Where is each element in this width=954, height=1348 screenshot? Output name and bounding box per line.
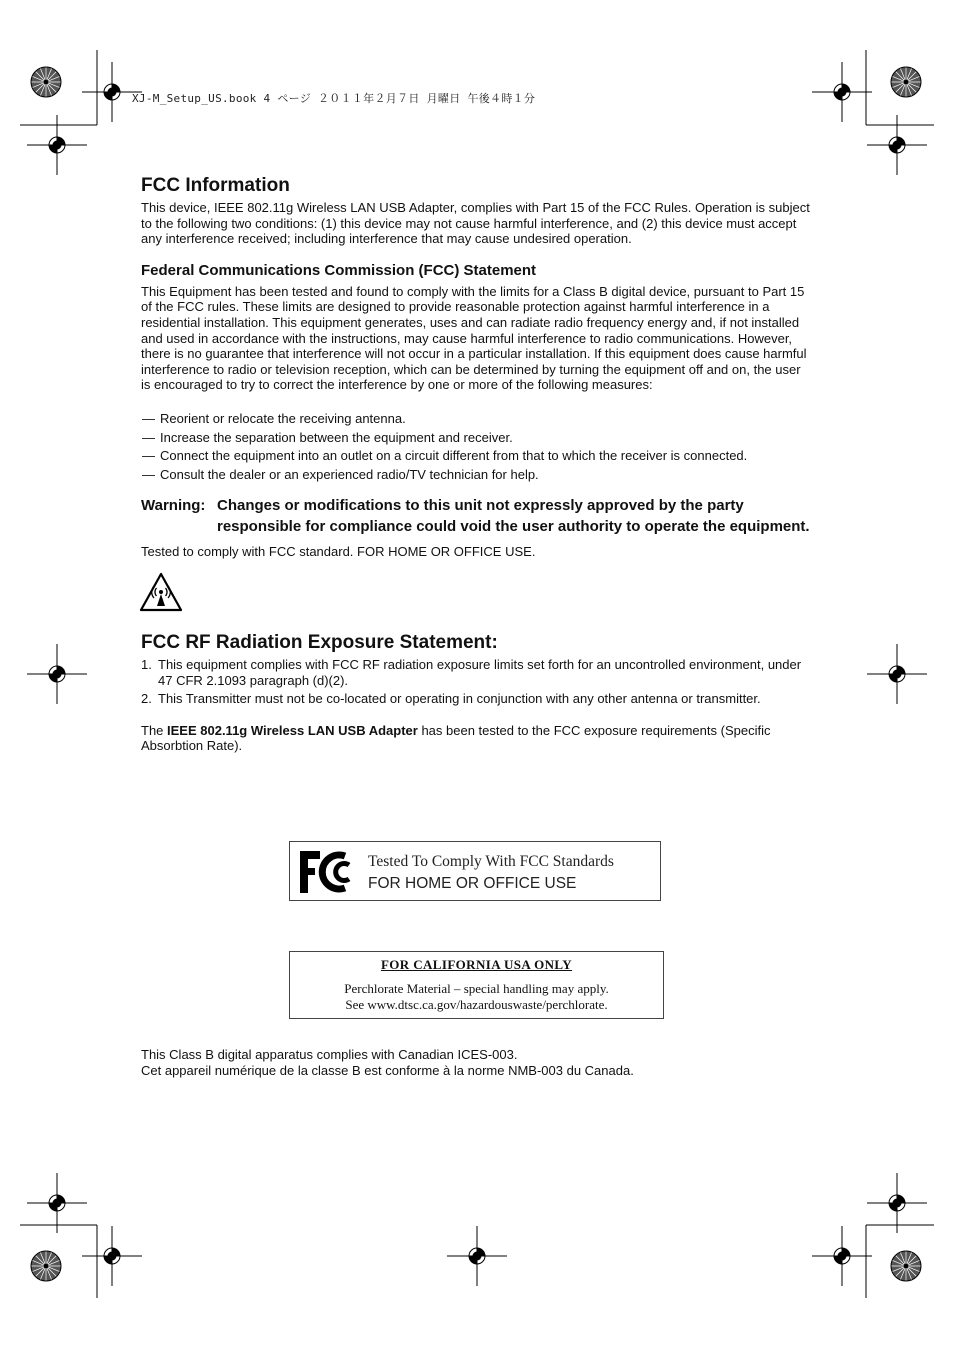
- rf-items-list: [141, 657, 811, 707]
- fcc-statement-paragraph: This Equipment has been tested and found to comply with the limits for a Class B digital device, pursuant to Part 15 of the FCC rules. These limits are designed to provide reasonable protection against harmful interference in a residential installation. This equipment generates, uses and can radiate radio frequency energy and, if not installed and used in accordance with the instructions, may cause harmful interference to radio communications. However, there is no guarantee that interference will not occur in a particular installation. If this equipment does cause harmful interference to radio or television reception, which can be determined by turning the equipment off and on, the user is encouraged to try to correct the interference by one or more of the following measures:: [141, 283, 807, 393]
- print-header: XJ-M_Setup_US.book 4 ページ ２０１１年２月７日 月曜日 午後４時１分: [132, 92, 536, 105]
- california-body: Perchlorate Material – special handling may apply. See www.dtsc.ca.gov/hazardouswaste/perchlorate.: [344, 981, 609, 1012]
- canada-line-fr: Cet appareil numérique de la classe B est conforme à la norme NMB-003 du Canada.: [141, 1062, 634, 1078]
- product-name: IEEE 802.11g Wireless LAN USB Adapter: [167, 722, 418, 738]
- fcc-logo-icon: [299, 850, 359, 894]
- canada-line-en: This Class B digital apparatus complies with Canadian ICES-003.: [141, 1047, 518, 1062]
- list-item: — Reorient or relocate the receiving antenna.: [142, 410, 406, 426]
- fcc-compliance-label: [289, 841, 661, 901]
- list-item: — Consult the dealer or an experienced radio/TV technician for help.: [142, 466, 539, 482]
- sar-paragraph: The IEEE 802.11g Wireless LAN USB Adapter has been tested to the FCC exposure requirements (Specific Absorbtion Rate).: [141, 722, 771, 754]
- main-content: [141, 174, 811, 754]
- fcc-intro-paragraph: This device, IEEE 802.11g Wireless LAN USB Adapter, complies with Part 15 of the FCC Rules. Operation is subject to the following two conditions: (1) this device may not cause harmful interference, and (2) this device must accept any interference received; including interference that may cause undesired operation.: [141, 200, 810, 247]
- tested-line: Tested to comply with FCC standard. FOR HOME OR OFFICE USE.: [141, 544, 536, 560]
- rf-radiation-warning-icon: [139, 572, 183, 612]
- list-item: — Connect the equipment into an outlet on a circuit different from that to which the receiver is connected.: [142, 448, 748, 464]
- fcc-label-line1: Tested To Comply With FCC Standards: [368, 853, 614, 870]
- warning-block: [141, 496, 811, 537]
- warning-text: Changes or modifications to this unit not expressly approved by the party responsible for compliance could void the user authority to operate the equipment.: [217, 497, 810, 535]
- measures-list: [141, 411, 811, 482]
- fcc-statement-heading: Federal Communications Commission (FCC) Statement: [141, 261, 537, 279]
- list-item: — Increase the separation between the equipment and receiver.: [142, 429, 513, 445]
- canada-compliance: [141, 1047, 634, 1078]
- list-item: 2. This Transmitter must not be co-located or operating in conjunction with any other antenna or transmitter.: [141, 691, 761, 707]
- fcc-label-line2: FOR HOME OR OFFICE USE: [368, 875, 577, 892]
- list-item: 1. This equipment complies with FCC RF radiation exposure limits set forth for an uncontrolled environment, under 47 CFR 2.1093 paragraph (d)(2).: [141, 656, 802, 688]
- warning-label: Warning:: [141, 497, 206, 515]
- rf-exposure-title: FCC RF Radiation Exposure Statement:: [141, 631, 498, 653]
- california-notice-box: [289, 951, 664, 1019]
- california-title: FOR CALIFORNIA USA ONLY: [380, 957, 573, 972]
- fcc-information-title: FCC Information: [141, 175, 290, 196]
